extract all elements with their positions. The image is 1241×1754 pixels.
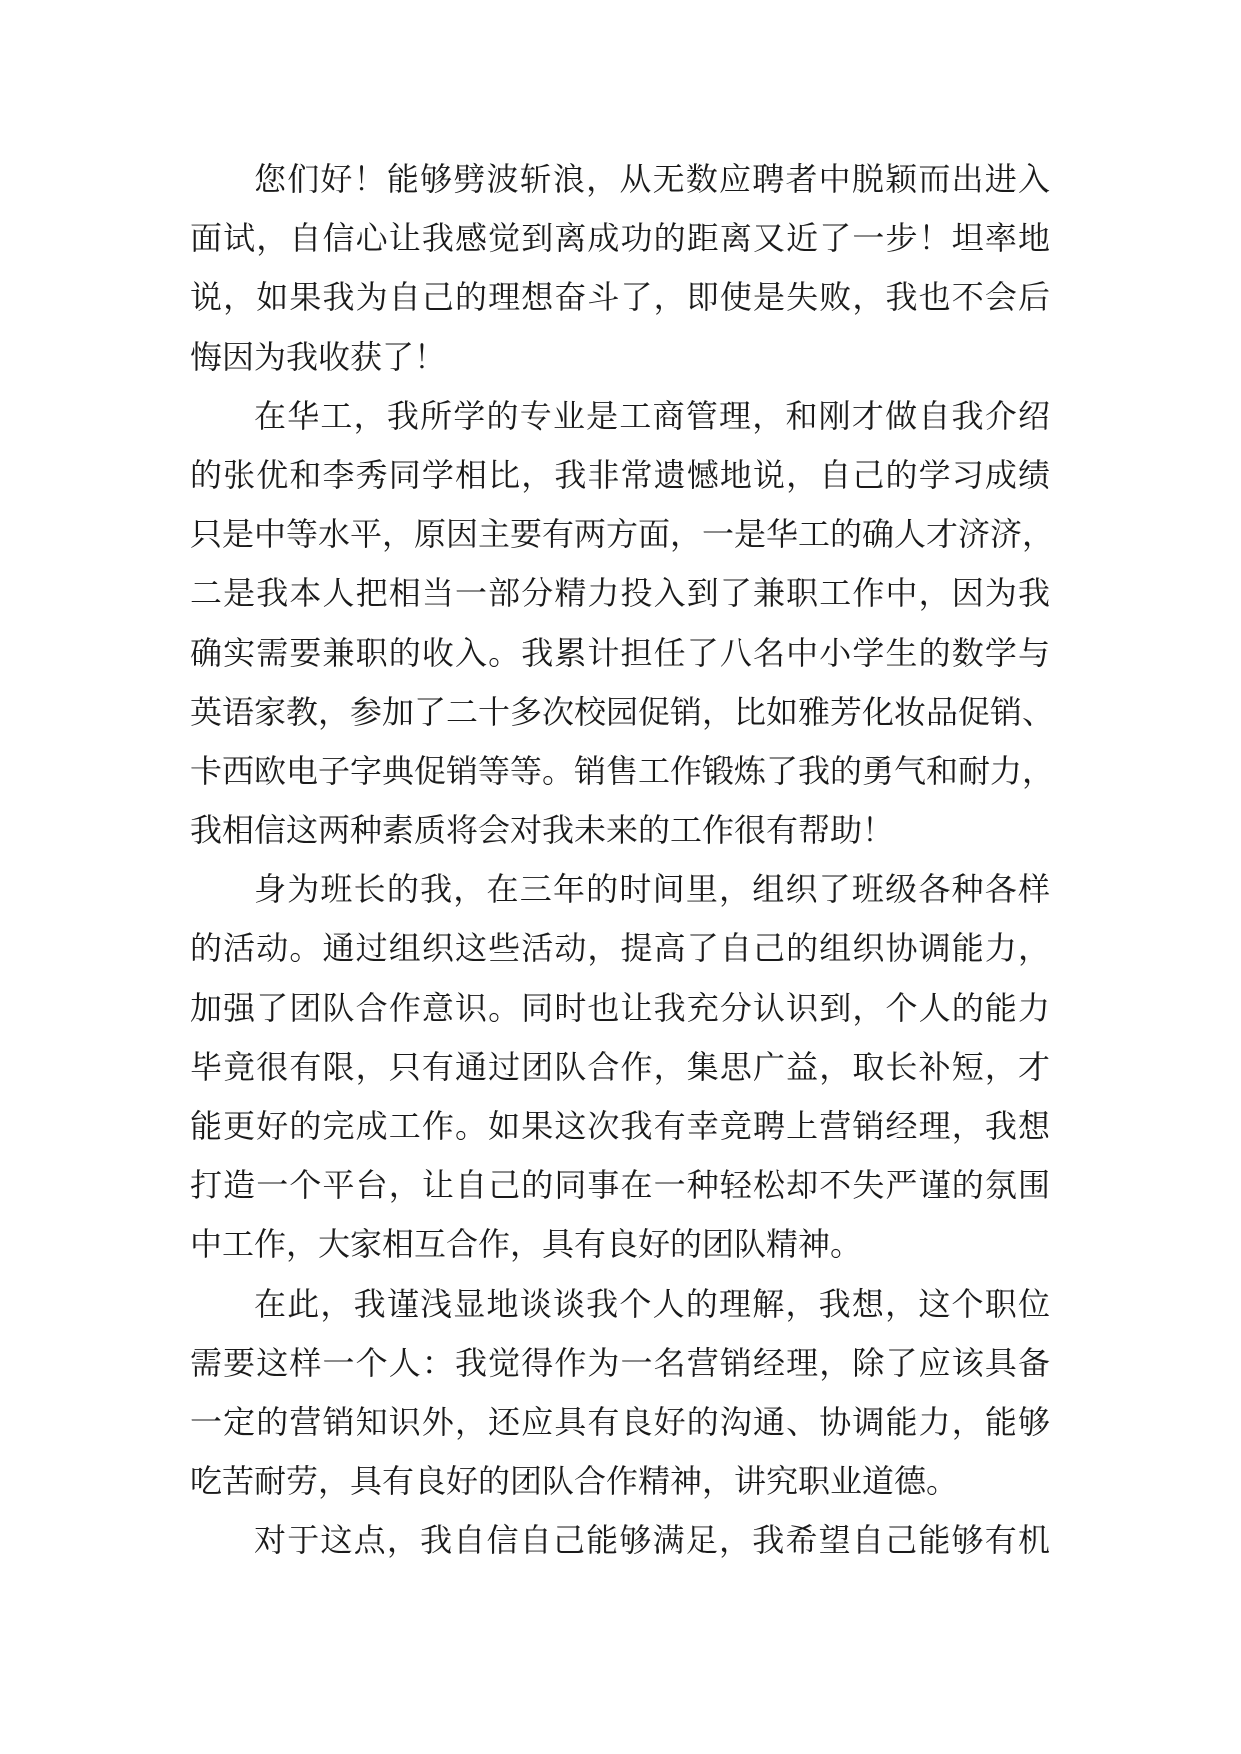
text-line: 您们好！能够劈波斩浪，从无数应聘者中脱颖而出进入 xyxy=(254,160,1050,198)
text-line: 面试，自信心让我感觉到离成功的距离又近了一步！坦率地 xyxy=(190,219,1050,258)
text-line: 打造一个平台，让自己的同事在一种轻松却不失严谨的氛围 xyxy=(190,1166,1050,1205)
text-line: 在此，我谨浅显地谈谈我个人的理解，我想，这个职位 xyxy=(254,1284,1050,1323)
text-line: 能更好的完成工作。如果这次我有幸竞聘上营销经理，我想 xyxy=(190,1107,1050,1145)
paragraph xyxy=(190,1511,1050,1570)
document-body xyxy=(190,150,1055,1571)
text-line: 二是我本人把相当一部分精力投入到了兼职工作中，因为我 xyxy=(190,574,1050,613)
paragraph xyxy=(190,387,1055,861)
text-line: 说，如果我为自己的理想奋斗了，即使是失败，我也不会后 xyxy=(190,278,1050,317)
text-line: 悔因为我收获了！ xyxy=(190,337,447,376)
text-line: 卡西欧电子字典促销等等。销售工作锻炼了我的勇气和耐力， xyxy=(190,751,1055,790)
text-line: 在华工，我所学的专业是工商管理，和刚才做自我介绍 xyxy=(254,396,1050,435)
text-line: 只是中等水平，原因主要有两方面，一是华工的确人才济济， xyxy=(190,515,1055,554)
text-line: 对于这点，我自信自己能够满足，我希望自己能够有机 xyxy=(254,1521,1050,1560)
text-line: 英语家教，参加了二十多次校园促销，比如雅芳化妆品促销、 xyxy=(190,692,1055,731)
text-line: 加强了团队合作意识。同时也让我充分认识到，个人的能力 xyxy=(190,988,1050,1027)
text-line: 中工作，大家相互合作，具有良好的团队精神。 xyxy=(190,1225,863,1264)
text-line: 身为班长的我，在三年的时间里，组织了班级各种各样 xyxy=(254,870,1050,909)
text-line: 我相信这两种素质将会对我未来的工作很有帮助！ xyxy=(190,811,895,850)
text-line: 的张优和李秀同学相比，我非常遗憾地说，自己的学习成绩 xyxy=(190,455,1050,494)
text-line: 的活动。通过组织这些活动，提高了自己的组织协调能力， xyxy=(190,929,1050,968)
text-line: 确实需要兼职的收入。我累计担任了八名中小学生的数学与 xyxy=(190,633,1050,672)
text-line: 需要这样一个人：我觉得作为一名营销经理，除了应该具备 xyxy=(190,1343,1050,1382)
text-line: 吃苦耐劳，具有良好的团队合作精神，讲究职业道德。 xyxy=(190,1462,959,1501)
paragraph xyxy=(190,150,1050,387)
paragraph xyxy=(190,1275,1050,1512)
text-line: 毕竟很有限，只有通过团队合作，集思广益，取长补短，才 xyxy=(190,1047,1050,1086)
text-line: 一定的营销知识外，还应具有良好的沟通、协调能力，能够 xyxy=(190,1402,1050,1441)
paragraph xyxy=(190,860,1050,1274)
